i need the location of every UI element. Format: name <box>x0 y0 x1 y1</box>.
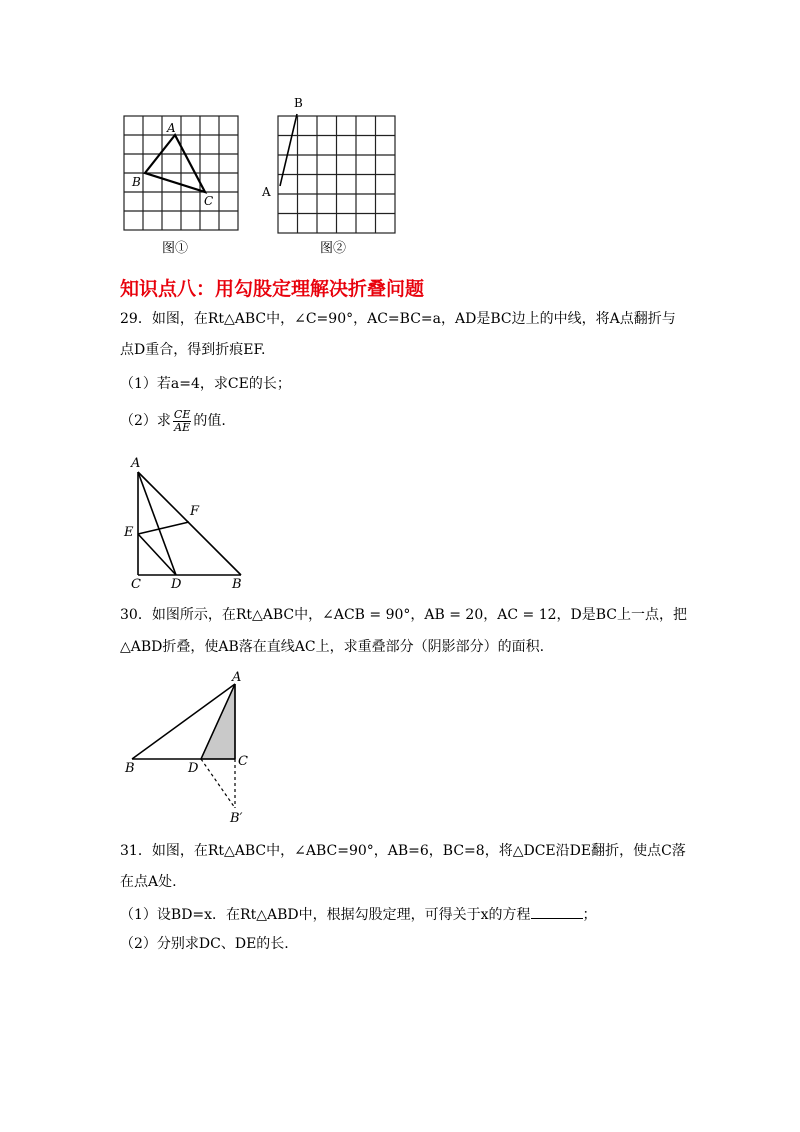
q30-line1: 30．如图所示，在Rt△ABC中，∠ACB = 90°，AB = 20，AC = 12，D是BC上一点，把 <box>120 607 687 623</box>
fig2-caption: 图② <box>320 241 347 256</box>
q30-label-b: B <box>125 761 135 776</box>
q30-label-d: D <box>188 761 199 776</box>
q31-line2: 在点A处. <box>120 874 177 890</box>
fig1-label-c: C <box>204 194 214 208</box>
q29-label-c: C <box>131 577 141 592</box>
q29-label-f: F <box>190 504 200 519</box>
q29-part2-prefix: （2）求 <box>120 413 171 429</box>
q31-part1-suffix: ； <box>582 907 597 923</box>
fig2-label-b: B <box>294 96 303 110</box>
grid-figure-2 <box>258 94 418 258</box>
section-heading: 知识点八：用勾股定理解决折叠问题 <box>120 278 425 300</box>
q30-label-b-prime: B′ <box>230 811 243 826</box>
q30-label-c: C <box>238 754 248 769</box>
q30-label-a: A <box>232 670 242 685</box>
answer-blank[interactable] <box>531 904 583 919</box>
fig1-label-b: B <box>132 175 141 189</box>
fig2-label-a: A <box>262 185 271 199</box>
q29-part1: （1）若a=4，求CE的长； <box>120 376 291 392</box>
q30-figure <box>118 668 268 828</box>
q31-part2: （2）分别求DC、DE的长. <box>120 936 289 952</box>
fig1-caption: 图① <box>162 241 189 256</box>
q29-fraction-denominator: AE <box>174 420 191 434</box>
q31-part1 <box>120 904 597 925</box>
q29-label-e: E <box>124 525 134 540</box>
grid-figure-1 <box>118 110 248 258</box>
fig1-label-a: A <box>167 121 176 135</box>
q29-fraction <box>173 409 191 434</box>
q29-part2-suffix: 的值. <box>193 413 226 429</box>
q29-line1: 29．如图，在Rt△ABC中，∠C=90°，AC=BC=a，AD是BC边上的中线，将A点翻折与 <box>120 311 676 327</box>
q29-line2: 点D重合，得到折痕EF. <box>120 342 266 358</box>
q29-label-a: A <box>131 456 141 471</box>
q30-line2: △ABD折叠，使AB落在直线AC上，求重叠部分（阴影部分）的面积. <box>120 639 545 655</box>
q29-label-d: D <box>171 577 182 592</box>
q29-fraction-numerator: CE <box>173 407 191 421</box>
triangle-abc <box>145 135 205 192</box>
q29-figure <box>118 452 258 592</box>
q29-part2 <box>120 404 226 438</box>
segment-ab <box>280 114 297 186</box>
q29-label-b: B <box>232 577 242 592</box>
q31-part1-prefix: （1）设BD=x．在Rt△ABD中，根据勾股定理，可得关于x的方程 <box>120 907 531 923</box>
q31-line1: 31．如图，在Rt△ABC中，∠ABC=90°，AB=6，BC=8，将△DCE沿DE翻折，使点C落 <box>120 843 686 859</box>
